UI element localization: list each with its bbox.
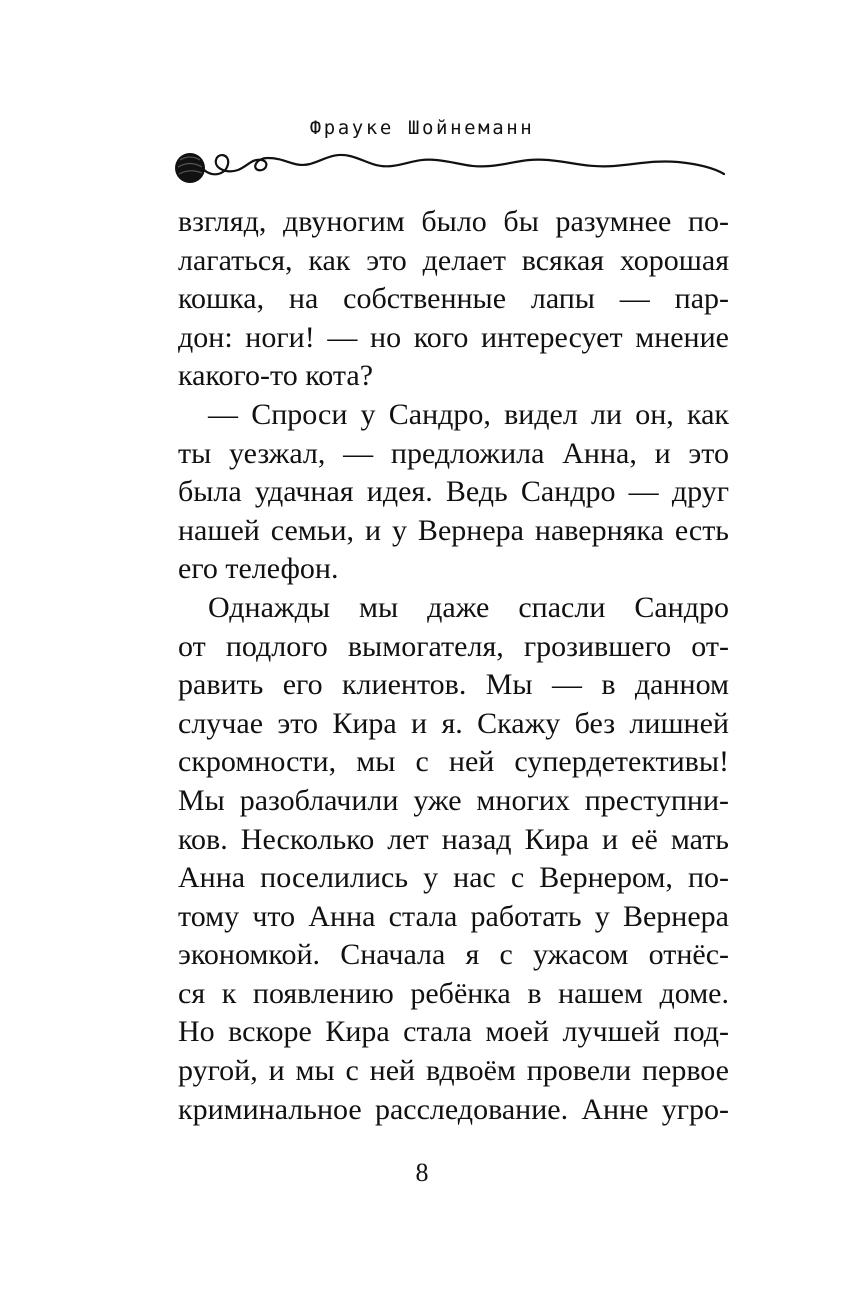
text-line: нашей семьи, и у Вернера наверняка есть [178, 513, 729, 547]
text-line: его телефон. [178, 552, 339, 586]
text-line: Но вскоре Кира стала моей лучшей под- [178, 1015, 729, 1049]
text-line: экономкой. Сначала я с ужасом отнёс- [178, 938, 729, 972]
text-line: случае это Кира и я. Скажу без лишней [178, 706, 729, 740]
text-line: Однажды мы даже спасли Сандро [208, 590, 729, 624]
text-line: взгляд, двуногим было бы разумнее по- [178, 205, 729, 238]
text-line: равить его клиентов. Мы — в данном [178, 668, 729, 702]
text-line: кошка, на собственные лапы — пар- [178, 282, 729, 316]
text-line: тому что Анна стала работать у Вернера [178, 899, 729, 933]
text-line: криминальное расследование. Анне угро- [178, 1092, 729, 1126]
text-line: — Спроси у Сандро, видел ли он, как [208, 397, 729, 431]
text-line: ругой, и мы с ней вдвоём провели первое [178, 1054, 729, 1088]
text-line: какого-то кота? [178, 359, 374, 393]
text-line: дон: ноги! — но кого интересует мнение [178, 320, 729, 354]
text-line: ты уезжал, — предложила Анна, и это [178, 436, 729, 470]
yarn-ball-thread-icon [168, 140, 734, 188]
text-line: была удачная идея. Ведь Сандро — друг [178, 475, 729, 509]
body-text [178, 203, 729, 1129]
running-header-author: Фрауке Шойнеманн [309, 117, 535, 139]
text-line: лагаться, как это делает всякая хорошая [178, 243, 729, 277]
text-line: от подлого вымогателя, грозившего от- [178, 629, 729, 663]
text-line: ся к появлению ребёнка в нашем доме. [178, 976, 729, 1010]
page-number: 8 [415, 1158, 429, 1187]
text-line: Мы разоблачили уже многих преступни- [178, 783, 729, 817]
text-line: Анна поселились у нас с Вернером, по- [178, 861, 729, 895]
text-line: скромности, мы с ней супердетективы! [178, 745, 729, 779]
text-line: ков. Несколько лет назад Кира и её мать [178, 822, 729, 856]
